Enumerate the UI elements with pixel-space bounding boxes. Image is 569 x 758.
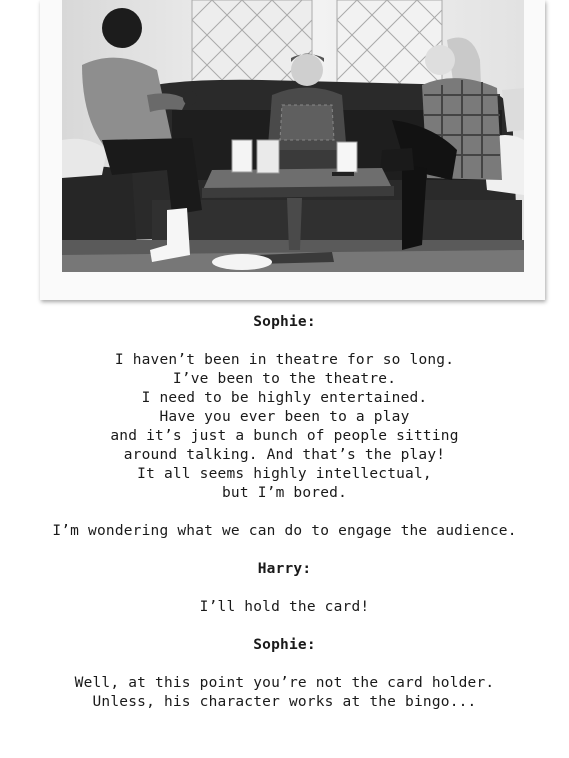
dialogue-line: Have you ever been to a play [159, 409, 410, 425]
dialogue-line: I’m wondering what we can do to engage the audience. [52, 523, 517, 539]
dialogue-line: I’ve been to the theatre. [172, 371, 397, 387]
dialogue-line: I’ll hold the card! [199, 599, 370, 615]
dialogue-line: It all seems highly intellectual, [137, 466, 432, 482]
dialogue-line: around talking. And that’s the play! [123, 447, 446, 463]
speaker-sophie-2: Sophie: [253, 637, 316, 653]
dialogue-line: I haven’t been in theatre for so long. [114, 352, 455, 368]
dialogue-line: Unless, his character works at the bingo... [92, 694, 477, 710]
speaker-harry: Harry: [257, 561, 312, 577]
dialogue-line: I need to be highly entertained. [141, 390, 428, 406]
dialogue-line: but I’m bored. [221, 485, 348, 501]
scene-photo [62, 0, 524, 272]
speaker-sophie-1: Sophie: [253, 314, 316, 330]
dialogue-line: Well, at this point you’re not the card holder. [74, 675, 495, 691]
window-right [337, 0, 442, 90]
scene-illustration [62, 0, 524, 272]
script-text [0, 313, 569, 712]
dialogue-line: and it’s just a bunch of people sitting [110, 428, 459, 444]
photo-frame [40, 0, 545, 300]
